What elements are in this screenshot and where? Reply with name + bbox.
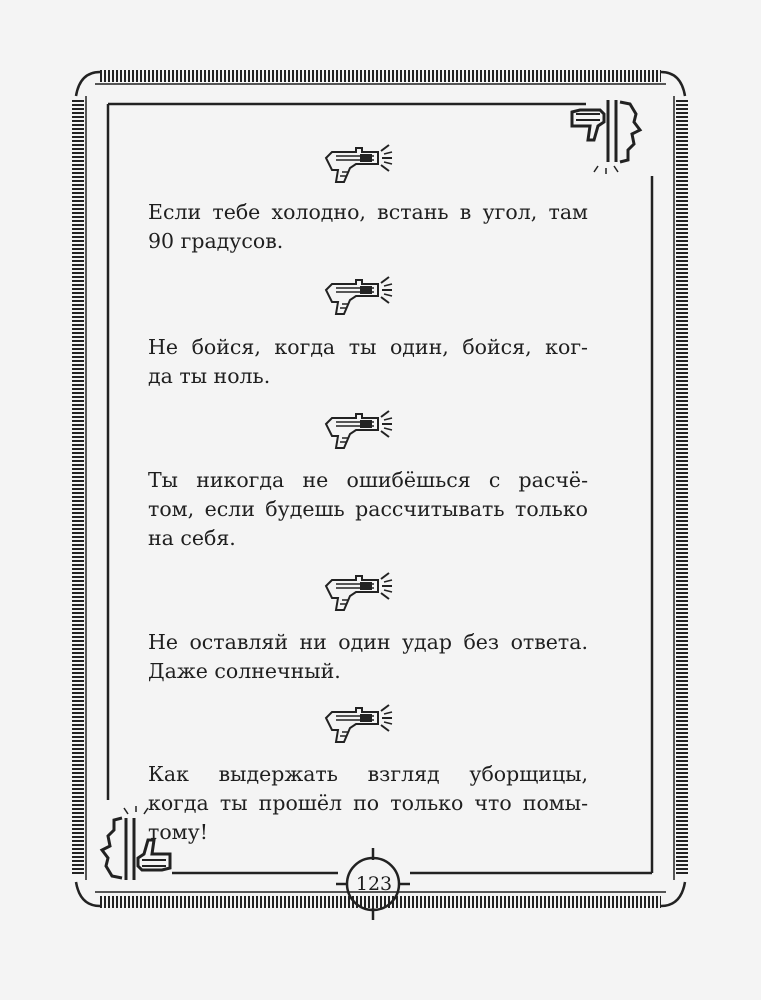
joke-line: 90 градусов. bbox=[148, 229, 284, 253]
joke-line: том, если будешь рассчитывать только bbox=[148, 497, 588, 521]
border-right-hatch bbox=[676, 100, 688, 876]
joke-line: Даже солнечный. bbox=[148, 659, 341, 683]
joke-3 bbox=[148, 466, 588, 553]
raygun-icon bbox=[326, 573, 392, 610]
page-number: 123 bbox=[355, 873, 393, 895]
joke-4 bbox=[148, 628, 588, 686]
spy-with-gun-icon bbox=[572, 100, 640, 174]
raygun-icon bbox=[326, 277, 392, 314]
joke-line: Не бойся, когда ты один, бойся, ког- bbox=[148, 335, 588, 359]
raygun-icon bbox=[326, 145, 392, 182]
joke-2 bbox=[148, 333, 588, 391]
joke-line: да ты ноль. bbox=[148, 364, 271, 388]
raygun-icon bbox=[326, 411, 392, 448]
joke-1 bbox=[148, 198, 588, 256]
joke-line: когда ты прошёл по только что помы- bbox=[148, 791, 588, 815]
joke-line: Не оставляй ни один удар без ответа. bbox=[148, 630, 588, 654]
joke-line: на себя. bbox=[148, 526, 236, 550]
joke-line: Ты никогда не ошибёшься с расчё- bbox=[148, 468, 588, 492]
joke-line: Как выдержать взгляд уборщицы, bbox=[148, 762, 588, 786]
joke-5 bbox=[148, 760, 588, 847]
border-top-hatch bbox=[100, 70, 661, 82]
joke-line: Если тебе холодно, встань в угол, там bbox=[148, 200, 588, 224]
raygun-icon bbox=[326, 705, 392, 742]
border-left-hatch bbox=[72, 100, 84, 876]
joke-line: тому! bbox=[148, 820, 208, 844]
